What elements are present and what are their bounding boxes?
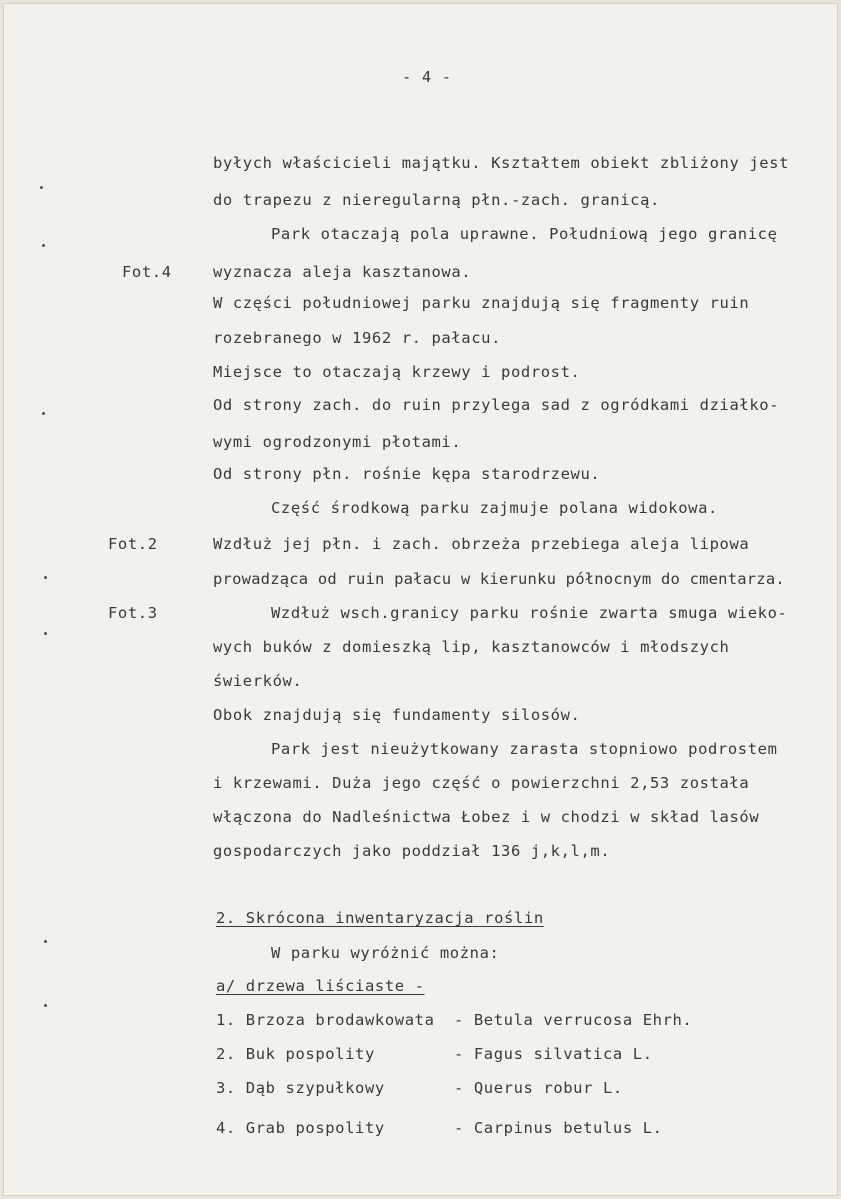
- margin-speck: [42, 412, 45, 415]
- paragraph-line: wyznacza aleja kasztanowa.: [213, 263, 472, 281]
- paragraph-line: Wzdłuż wsch.granicy parku rośnie zwarta smuga wieko-: [271, 604, 788, 622]
- tree-list-latin: - Betula verrucosa Ehrh.: [454, 1011, 693, 1029]
- margin-speck: [44, 576, 47, 579]
- document-page: [3, 3, 838, 1196]
- margin-note-fot2: Fot.2: [108, 535, 158, 553]
- tree-list-name: 4. Grab pospolity: [216, 1119, 385, 1137]
- tree-list-name: 2. Buk pospolity: [216, 1045, 375, 1063]
- tree-list-name: 1. Brzoza brodawkowata: [216, 1011, 435, 1029]
- margin-speck: [44, 1004, 47, 1007]
- margin-speck: [40, 186, 43, 189]
- tree-list-latin: - Carpinus betulus L.: [454, 1119, 663, 1137]
- paragraph-line: Park jest nieużytkowany zarasta stopniowo podrostem: [271, 740, 778, 758]
- paragraph-line: do trapezu z nieregularną płn.-zach. granicą.: [213, 191, 660, 209]
- paragraph-line: Obok znajdują się fundamenty silosów.: [213, 706, 581, 724]
- margin-speck: [42, 244, 45, 247]
- subheading: a/ drzewa liściaste -: [216, 977, 425, 995]
- tree-list-name: 3. Dąb szypułkowy: [216, 1079, 385, 1097]
- paragraph-line: byłych właścicieli majątku. Kształtem obiekt zbliżony jest: [213, 154, 790, 172]
- section-heading: 2. Skrócona inwentaryzacja roślin: [216, 909, 544, 927]
- paragraph-line: gospodarczych jako poddział 136 j,k,l,m.: [213, 842, 611, 860]
- page-number: - 4 -: [402, 68, 452, 86]
- margin-note-fot3: Fot.3: [108, 604, 158, 622]
- paragraph-line: Park otaczają pola uprawne. Południową jego granicę: [271, 225, 778, 243]
- paragraph-line: Miejsce to otaczają krzewy i podrost.: [213, 363, 581, 381]
- paragraph-line: wymi ogrodzonymi płotami.: [213, 433, 462, 451]
- paragraph-line: i krzewami. Duża jego część o powierzchni 2,53 została: [213, 774, 750, 792]
- paragraph-line: prowadząca od ruin pałacu w kierunku północnym do cmentarza.: [213, 570, 785, 588]
- paragraph-line: włączona do Nadleśnictwa Łobez i w chodzi w skład lasów: [213, 808, 760, 826]
- paragraph-line: W części południowej parku znajdują się fragmenty ruin: [213, 294, 750, 312]
- margin-speck: [44, 632, 47, 635]
- tree-list-latin: - Fagus silvatica L.: [454, 1045, 653, 1063]
- paragraph-line: wych buków z domieszką lip, kasztanowców i młodszych: [213, 638, 730, 656]
- section-intro: W parku wyróżnić można:: [271, 944, 500, 962]
- paragraph-line: Wzdłuż jej płn. i zach. obrzeża przebiega aleja lipowa: [213, 535, 750, 553]
- paragraph-line: świerków.: [213, 672, 303, 690]
- margin-speck: [44, 940, 47, 943]
- paragraph-line: Od strony zach. do ruin przylega sad z ogródkami działko-: [213, 396, 780, 414]
- paragraph-line: rozebranego w 1962 r. pałacu.: [213, 329, 502, 347]
- tree-list-latin: - Querus robur L.: [454, 1079, 623, 1097]
- paragraph-line: Część środkową parku zajmuje polana widokowa.: [271, 499, 718, 517]
- paragraph-line: Od strony płn. rośnie kępa starodrzewu.: [213, 465, 601, 483]
- margin-note-fot4: Fot.4: [122, 263, 172, 281]
